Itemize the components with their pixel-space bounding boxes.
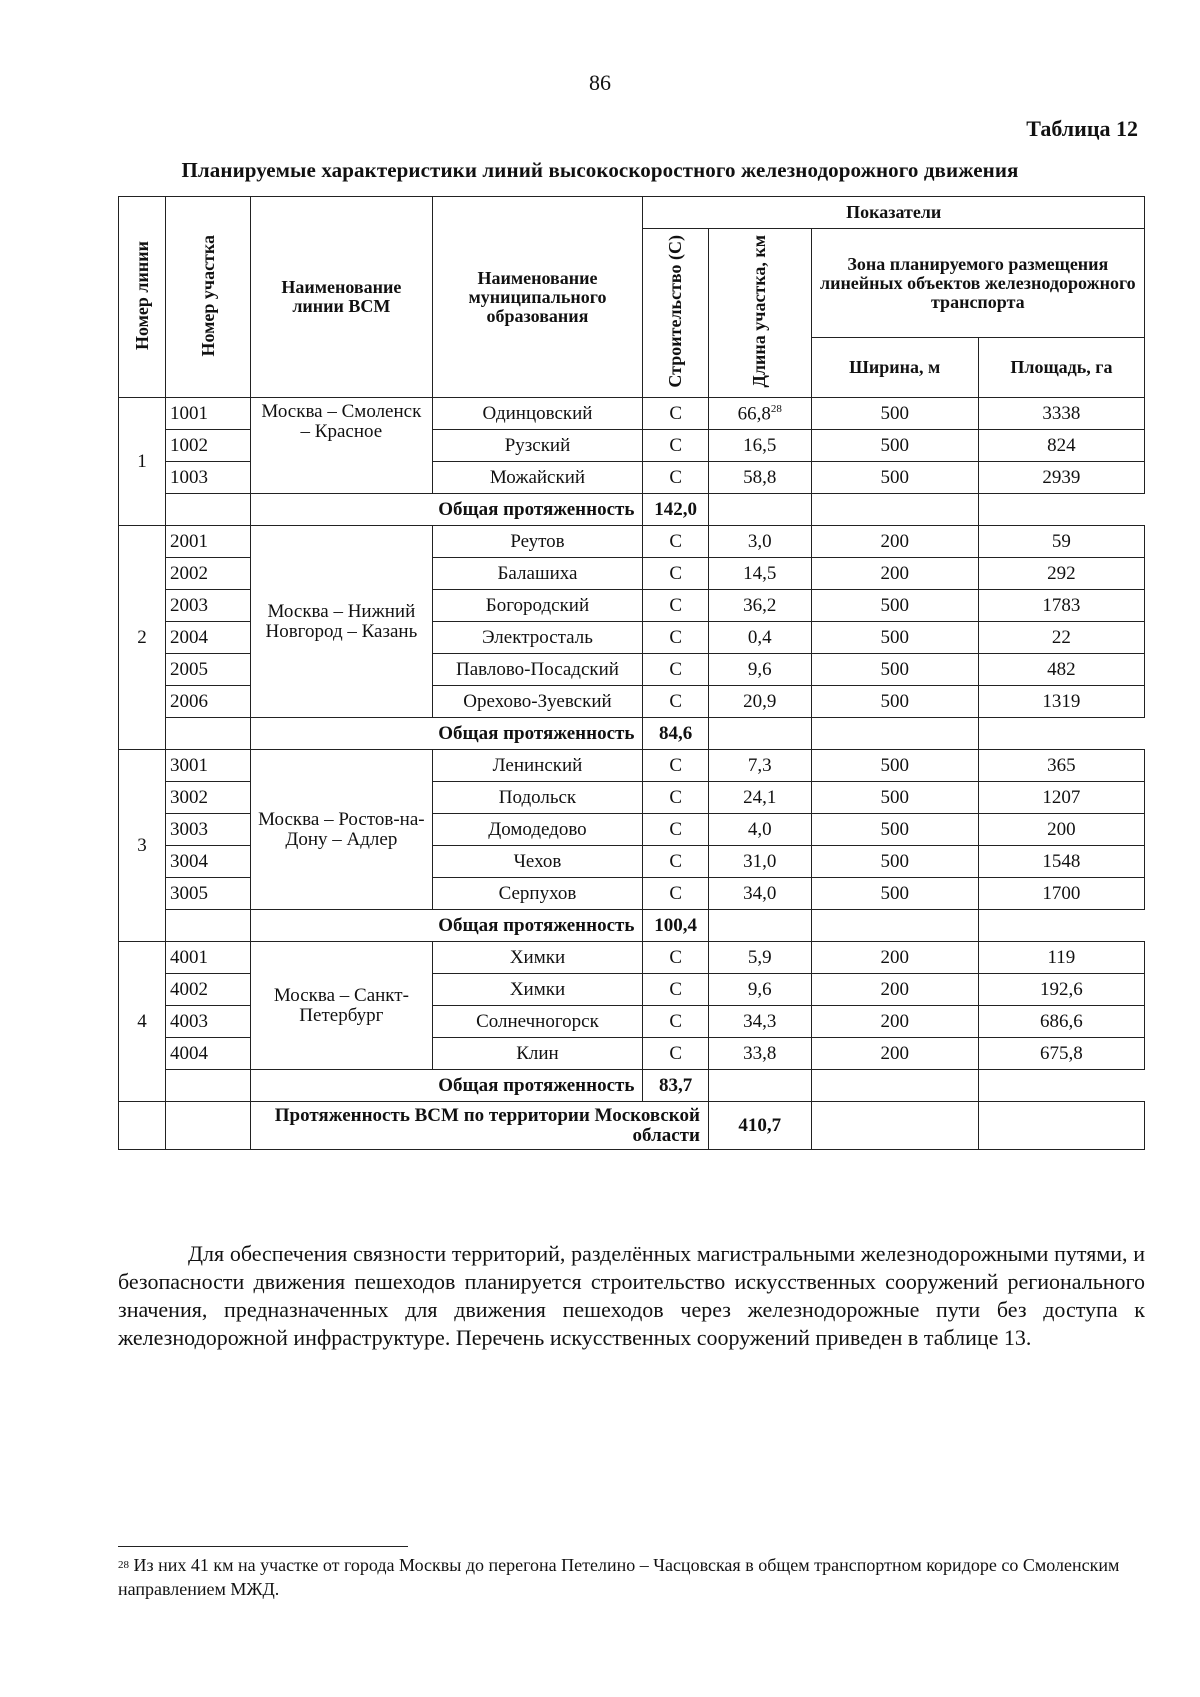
width-cell: 500 [811,782,978,814]
section-id-cell: 1003 [165,462,250,494]
area-cell: 824 [978,430,1144,462]
width-cell: 200 [811,942,978,974]
page-number: 86 [589,70,611,95]
line-name-cell: Москва – Нижний Новгород – Казань [251,526,432,718]
municipality-cell: Серпухов [432,878,643,910]
table-body [119,398,1145,1150]
municipality-cell: Домодедово [432,814,643,846]
construction-cell: С [643,782,709,814]
municipality-cell: Ленинский [432,750,643,782]
table-row [119,526,1145,558]
area-cell: 200 [978,814,1144,846]
municipality-cell: Химки [432,974,643,1006]
header-construction: Строительство (С) [643,229,709,398]
construction-cell: С [643,1006,709,1038]
length-cell: 58,8 [708,462,811,494]
width-cell: 500 [811,654,978,686]
section-id-cell: 2001 [165,526,250,558]
area-cell: 22 [978,622,1144,654]
header-width: Ширина, м [811,338,978,398]
construction-cell: С [643,750,709,782]
total-value: 83,7 [643,1070,709,1102]
total-row [119,718,1145,750]
body-paragraph: Для обеспечения связности территорий, разделённых магистральными железнодорожными путями, и безопасности движения пешеходов планируется строительство искусственных сооружений регионального значения, предназначенных для движения пешеходов через железнодорожные пути без доступа к железнодорожной инфраструктуре. Перечень искусственных сооружений приведен в таблице 13. [118,1241,1145,1350]
width-cell: 500 [811,814,978,846]
total-label: Общая протяженность [251,718,643,750]
length-cell: 34,3 [708,1006,811,1038]
line-name-cell: Москва – Санкт-Петербург [251,942,432,1070]
municipality-cell: Одинцовский [432,398,643,430]
construction-cell: С [643,942,709,974]
municipality-cell: Солнечногорск [432,1006,643,1038]
table-row [119,750,1145,782]
length-cell: 7,3 [708,750,811,782]
length-cell: 4,0 [708,814,811,846]
footnote [118,1553,1145,1601]
construction-cell: С [643,558,709,590]
section-id-cell: 3004 [165,846,250,878]
section-id-cell: 4003 [165,1006,250,1038]
width-cell: 500 [811,430,978,462]
municipality-cell: Электросталь [432,622,643,654]
grand-total-value: 410,7 [708,1102,811,1150]
line-number-cell: 2 [119,526,166,750]
section-id-cell: 4004 [165,1038,250,1070]
area-cell: 59 [978,526,1144,558]
table-header [119,197,1145,398]
municipality-cell: Подольск [432,782,643,814]
section-id-cell: 2005 [165,654,250,686]
length-cell: 31,0 [708,846,811,878]
construction-cell: С [643,622,709,654]
construction-cell: С [643,686,709,718]
length-cell: 5,9 [708,942,811,974]
line-name-cell: Москва – Ростов-на-Дону – Адлер [251,750,432,910]
municipality-cell: Павлово-Посадский [432,654,643,686]
area-cell: 2939 [978,462,1144,494]
section-id-cell: 3002 [165,782,250,814]
table-title: Планируемые характеристики линий высокоскоростного железнодорожного движения [181,158,1019,182]
total-row [119,1070,1145,1102]
length-cell: 33,8 [708,1038,811,1070]
width-cell: 500 [811,590,978,622]
area-cell: 1548 [978,846,1144,878]
width-cell: 500 [811,750,978,782]
municipality-cell: Балашиха [432,558,643,590]
length-cell: 16,5 [708,430,811,462]
width-cell: 200 [811,526,978,558]
municipality-cell: Рузский [432,430,643,462]
area-cell: 3338 [978,398,1144,430]
construction-cell: С [643,878,709,910]
section-id-cell: 2003 [165,590,250,622]
municipality-cell: Богородский [432,590,643,622]
header-area: Площадь, га [978,338,1144,398]
length-cell: 24,1 [708,782,811,814]
length-cell: 66,8$^{28}$ [708,398,811,430]
municipality-cell: Чехов [432,846,643,878]
line-name-cell: Москва – Смоленск – Красное [251,398,432,494]
area-cell: 686,6 [978,1006,1144,1038]
total-row [119,910,1145,942]
section-id-cell: 2002 [165,558,250,590]
area-cell: 1207 [978,782,1144,814]
length-cell: 3,0 [708,526,811,558]
header-line-name: Наименование линии ВСМ [251,197,432,398]
total-value: 100,4 [643,910,709,942]
construction-cell: С [643,1038,709,1070]
header-section-number: Номер участка [165,197,250,398]
width-cell: 500 [811,878,978,910]
section-id-cell: 4002 [165,974,250,1006]
area-cell: 1783 [978,590,1144,622]
grand-total-label: Протяженность ВСМ по территории Московской области [251,1102,709,1150]
characteristics-table [118,196,1145,1150]
area-cell: 292 [978,558,1144,590]
line-number-cell: 4 [119,942,166,1102]
area-cell: 482 [978,654,1144,686]
footnote-ref: 28 [770,402,782,415]
section-id-cell: 3001 [165,750,250,782]
municipality-cell: Химки [432,942,643,974]
line-number-cell: 1 [119,398,166,526]
width-cell: 200 [811,974,978,1006]
construction-cell: С [643,590,709,622]
area-cell: 192,6 [978,974,1144,1006]
grand-total-row [119,1102,1145,1150]
width-cell: 500 [811,462,978,494]
construction-cell: С [643,526,709,558]
table-row [119,942,1145,974]
length-cell: 36,2 [708,590,811,622]
width-cell: 500 [811,622,978,654]
construction-cell: С [643,846,709,878]
length-cell: 0,4 [708,622,811,654]
length-cell: 9,6 [708,654,811,686]
total-value: 142,0 [643,494,709,526]
construction-cell: С [643,430,709,462]
construction-cell: С [643,654,709,686]
section-id-cell: 3005 [165,878,250,910]
width-cell: 500 [811,686,978,718]
width-cell: 200 [811,1038,978,1070]
area-cell: 675,8 [978,1038,1144,1070]
area-cell: 1700 [978,878,1144,910]
section-id-cell: 2004 [165,622,250,654]
total-value: 84,6 [643,718,709,750]
total-label: Общая протяженность [251,910,643,942]
header-indicators: Показатели [643,197,1145,229]
header-length: Длина участка, км [708,229,811,398]
area-cell: 365 [978,750,1144,782]
area-cell: 119 [978,942,1144,974]
municipality-cell: Клин [432,1038,643,1070]
construction-cell: С [643,398,709,430]
area-cell: 1319 [978,686,1144,718]
total-label: Общая протяженность [251,494,643,526]
section-id-cell: 1002 [165,430,250,462]
header-line-number: Номер линии [119,197,166,398]
width-cell: 200 [811,558,978,590]
line-number-cell: 3 [119,750,166,942]
footnote-marker: 28 [118,1559,129,1571]
municipality-cell: Реутов [432,526,643,558]
length-cell: 34,0 [708,878,811,910]
municipality-cell: Орехово-Зуевский [432,686,643,718]
width-cell: 200 [811,1006,978,1038]
length-cell: 14,5 [708,558,811,590]
table-label: Таблица 12 [1026,116,1138,141]
width-cell: 500 [811,398,978,430]
table-row [119,398,1145,430]
total-label: Общая протяженность [251,1070,643,1102]
section-id-cell: 1001 [165,398,250,430]
construction-cell: С [643,462,709,494]
length-cell: 9,6 [708,974,811,1006]
section-id-cell: 2006 [165,686,250,718]
construction-cell: С [643,814,709,846]
section-id-cell: 3003 [165,814,250,846]
width-cell: 500 [811,846,978,878]
section-id-cell: 4001 [165,942,250,974]
header-municipality: Наименование муниципального образования [432,197,643,398]
header-zone: Зона планируемого размещения линейных объектов железнодорожного транспорта [811,229,1144,338]
construction-cell: С [643,974,709,1006]
total-row [119,494,1145,526]
footnote-divider [118,1546,408,1547]
municipality-cell: Можайский [432,462,643,494]
length-cell: 20,9 [708,686,811,718]
footnote-text: Из них 41 км на участке от города Москвы до перегона Петелино – Часцовская в общем транспортном коридоре со Смоленским направлением МЖД. [118,1555,1120,1599]
